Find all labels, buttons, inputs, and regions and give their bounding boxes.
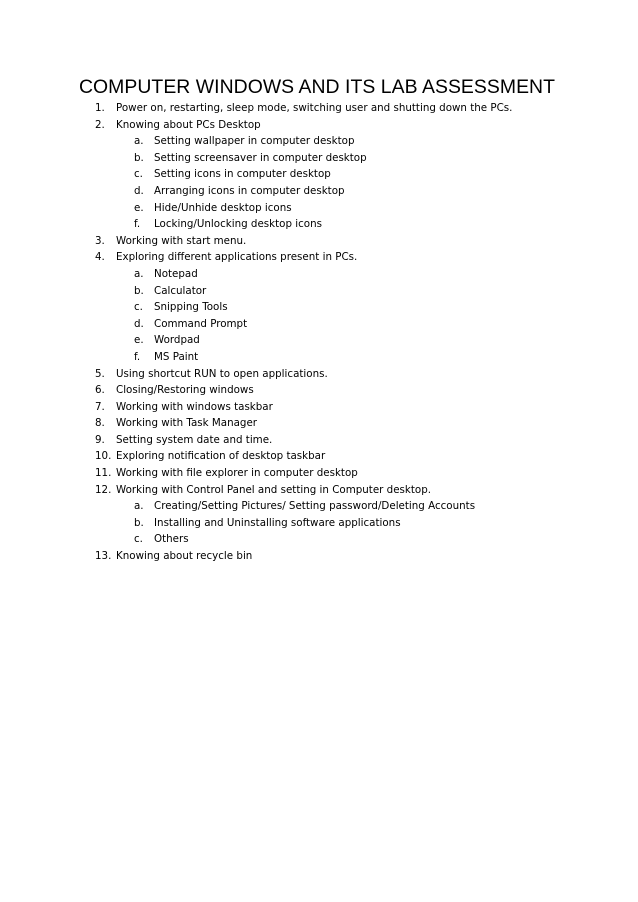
list-item-text: Locking/Unlocking desktop icons xyxy=(154,218,322,231)
list-item-marker: 6. xyxy=(95,384,105,397)
list-item xyxy=(0,100,638,117)
document-title: COMPUTER WINDOWS AND ITS LAB ASSESSMENT xyxy=(79,76,556,98)
sub-list-item xyxy=(0,266,638,283)
sub-list-item xyxy=(0,316,638,333)
list-item-marker: b. xyxy=(134,151,144,164)
list-item-marker: a. xyxy=(134,135,144,148)
list-item-marker: b. xyxy=(134,284,144,297)
list-item xyxy=(0,465,638,482)
list-item-text: Power on, restarting, sleep mode, switching user and shutting down the PCs. xyxy=(116,102,513,114)
sub-list-item xyxy=(0,133,638,150)
list-item-marker: 7. xyxy=(95,400,105,413)
list-item-text: Installing and Uninstalling software applications xyxy=(154,516,401,529)
list-item-text: Working with Control Panel and setting in Computer desktop. xyxy=(116,483,432,496)
list-item-text: Notepad xyxy=(154,267,198,280)
list-item xyxy=(0,415,638,432)
list-item-text: Calculator xyxy=(154,284,207,297)
list-item-marker: c. xyxy=(134,301,143,314)
list-item-text: Using shortcut RUN to open applications. xyxy=(116,367,328,380)
list-item-marker: 1. xyxy=(95,102,105,114)
list-item-text: Exploring notification of desktop taskbar xyxy=(116,450,326,463)
list-item-marker: 2. xyxy=(95,118,105,131)
list-item-marker: c. xyxy=(134,533,143,546)
sub-list-item xyxy=(0,166,638,183)
list-item-text: MS Paint xyxy=(154,350,199,363)
list-item xyxy=(0,233,638,250)
list-item-marker: a. xyxy=(134,500,144,513)
list-item-text: Knowing about PCs Desktop xyxy=(116,118,261,131)
list-item xyxy=(0,117,638,134)
list-item-marker: 5. xyxy=(95,367,105,380)
list-item-text: Working with start menu. xyxy=(116,234,247,247)
list-item-marker: 12. xyxy=(95,483,112,496)
list-item-marker: 3. xyxy=(95,234,105,247)
sub-list-item xyxy=(0,150,638,167)
list-item-text: Closing/Restoring windows xyxy=(116,384,254,397)
list-item-marker: 9. xyxy=(95,433,105,446)
list-item-marker: d. xyxy=(134,317,144,330)
list-item xyxy=(0,482,638,499)
list-item xyxy=(0,249,638,266)
list-item-text: Working with windows taskbar xyxy=(116,400,273,413)
list-item-text: Snipping Tools xyxy=(154,301,228,314)
list-item-marker: 4. xyxy=(95,251,105,264)
list-item xyxy=(0,432,638,449)
list-item-marker: e. xyxy=(134,201,144,214)
list-item xyxy=(0,382,638,399)
sub-list-item xyxy=(0,299,638,316)
list-item-text: Setting screensaver in computer desktop xyxy=(154,151,367,164)
list-item-text: Setting icons in computer desktop xyxy=(154,168,331,181)
list-item xyxy=(0,399,638,416)
list-item-text: Others xyxy=(154,533,189,546)
list-item-text: Creating/Setting Pictures/ Setting password/Deleting Accounts xyxy=(154,500,476,513)
sub-list-item xyxy=(0,183,638,200)
sub-list-item xyxy=(0,498,638,515)
list-item-text: Hide/Unhide desktop icons xyxy=(154,201,292,214)
list-item-text: Command Prompt xyxy=(154,317,248,330)
list-item-text: Exploring different applications present in PCs. xyxy=(116,251,358,264)
list-item-marker: f. xyxy=(134,218,141,231)
list-item-marker: f. xyxy=(134,350,141,363)
sub-list-item xyxy=(0,349,638,366)
assessment-list xyxy=(0,100,638,565)
list-item-marker: a. xyxy=(134,267,144,280)
list-item-marker: 10. xyxy=(95,450,112,463)
list-item xyxy=(0,366,638,383)
list-item-marker: e. xyxy=(134,334,144,347)
list-item xyxy=(0,448,638,465)
list-item-text: Knowing about recycle bin xyxy=(116,550,253,563)
sub-list-item xyxy=(0,515,638,532)
list-item-marker: d. xyxy=(134,184,144,197)
sub-list-item xyxy=(0,200,638,217)
list-item-text: Arranging icons in computer desktop xyxy=(154,184,345,197)
list-item-marker: 13. xyxy=(95,550,112,563)
list-item-text: Working with file explorer in computer desktop xyxy=(116,467,358,480)
list-item xyxy=(0,548,638,565)
list-item-text: Setting system date and time. xyxy=(116,433,273,446)
sub-list-item xyxy=(0,531,638,548)
sub-list-item xyxy=(0,283,638,300)
list-item-text: Working with Task Manager xyxy=(116,417,258,430)
sub-list-item xyxy=(0,216,638,233)
list-item-text: Wordpad xyxy=(154,334,200,347)
list-item-marker: b. xyxy=(134,516,144,529)
sub-list-item xyxy=(0,332,638,349)
list-item-marker: c. xyxy=(134,168,143,181)
list-item-text: Setting wallpaper in computer desktop xyxy=(154,135,355,148)
list-item-marker: 8. xyxy=(95,417,105,430)
list-item-marker: 11. xyxy=(95,467,112,480)
